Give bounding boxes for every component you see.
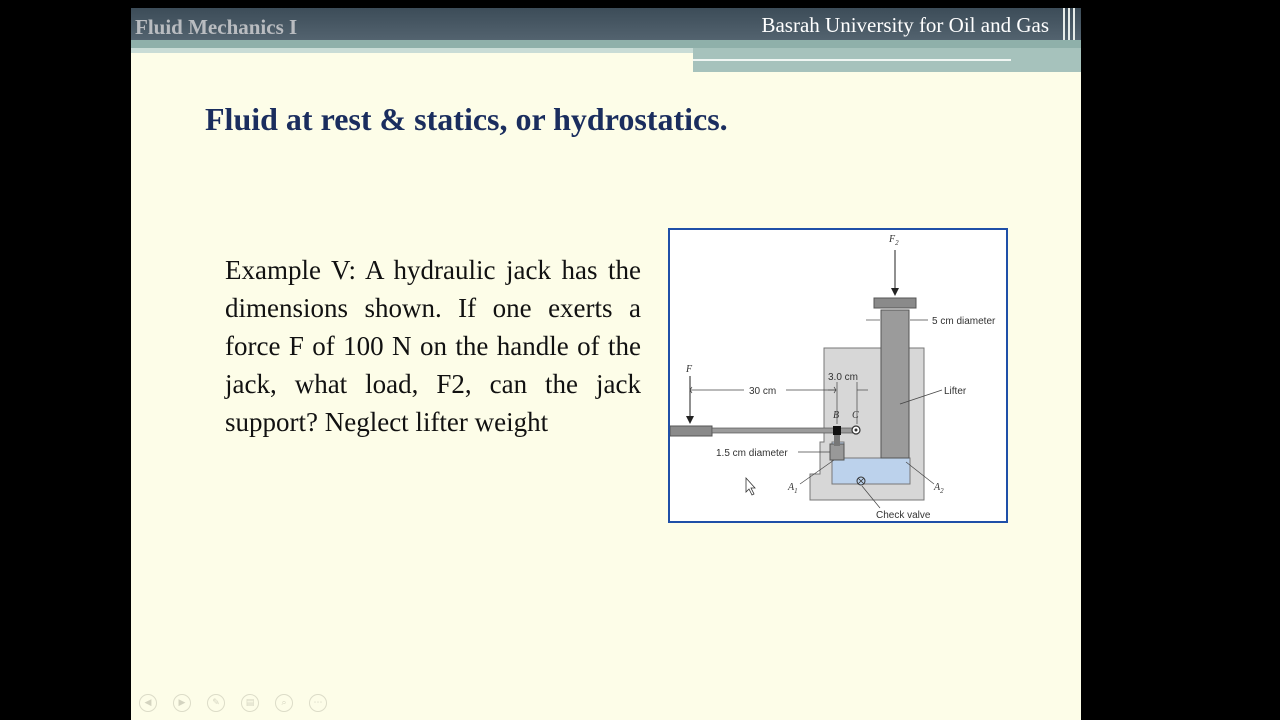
label-a1: $A_1$ — [788, 482, 798, 495]
slide-title: Fluid at rest & statics, or hydrostatics. — [205, 101, 728, 137]
label-3cm: 3.0 cm — [828, 372, 859, 383]
pivot-b — [833, 426, 841, 435]
hydraulic-jack-figure — [668, 228, 1008, 523]
header-bar — [131, 8, 1081, 40]
f-arrowhead — [686, 416, 694, 424]
example-text: Example V: A hydraulic jack has the dimensions shown. If one exerts a force F of 100 N on the handle of the jack, what load, F2, can the jack support? Neglect lifter weight — [225, 255, 641, 437]
pen-icon[interactable]: ✎ — [207, 694, 225, 712]
pivot-c-center — [855, 429, 858, 432]
slide — [131, 8, 1081, 720]
label-a2: $A_2$ — [934, 482, 944, 495]
header-accent-strip — [131, 40, 1081, 48]
next-icon[interactable]: ▶ — [173, 694, 191, 712]
more-icon[interactable]: ⋯ — [309, 694, 327, 712]
zoom-icon[interactable]: ⌕ — [275, 694, 293, 712]
label-b: B — [833, 410, 840, 421]
f2-arrowhead — [891, 288, 899, 296]
lifter-piston — [881, 310, 909, 458]
label-1-5cm-diameter: 1.5 cm diameter — [716, 448, 788, 459]
label-check-valve: Check valve — [876, 510, 931, 521]
header-accent-line — [693, 59, 1011, 61]
label-lifter: Lifter — [944, 386, 967, 397]
lifter-cap — [874, 298, 916, 308]
course-title: Fluid Mechanics I — [135, 15, 298, 39]
slides-icon[interactable]: ▤ — [241, 694, 259, 712]
previous-icon[interactable]: ◀ — [139, 694, 157, 712]
header-accent-line — [131, 48, 693, 53]
small-piston — [830, 444, 844, 460]
label-30cm: 30 cm — [749, 386, 777, 397]
label-f: F — [686, 364, 693, 375]
handle-grip — [670, 426, 712, 436]
university-name: Basrah University for Oil and Gas — [761, 13, 1049, 37]
hydraulic-jack-diagram — [670, 230, 1006, 521]
mouse-cursor-icon — [746, 478, 755, 495]
label-f2: $F_2$ — [889, 234, 899, 247]
label-5cm-diameter: 5 cm diameter — [932, 316, 996, 327]
label-c: C — [852, 410, 859, 421]
